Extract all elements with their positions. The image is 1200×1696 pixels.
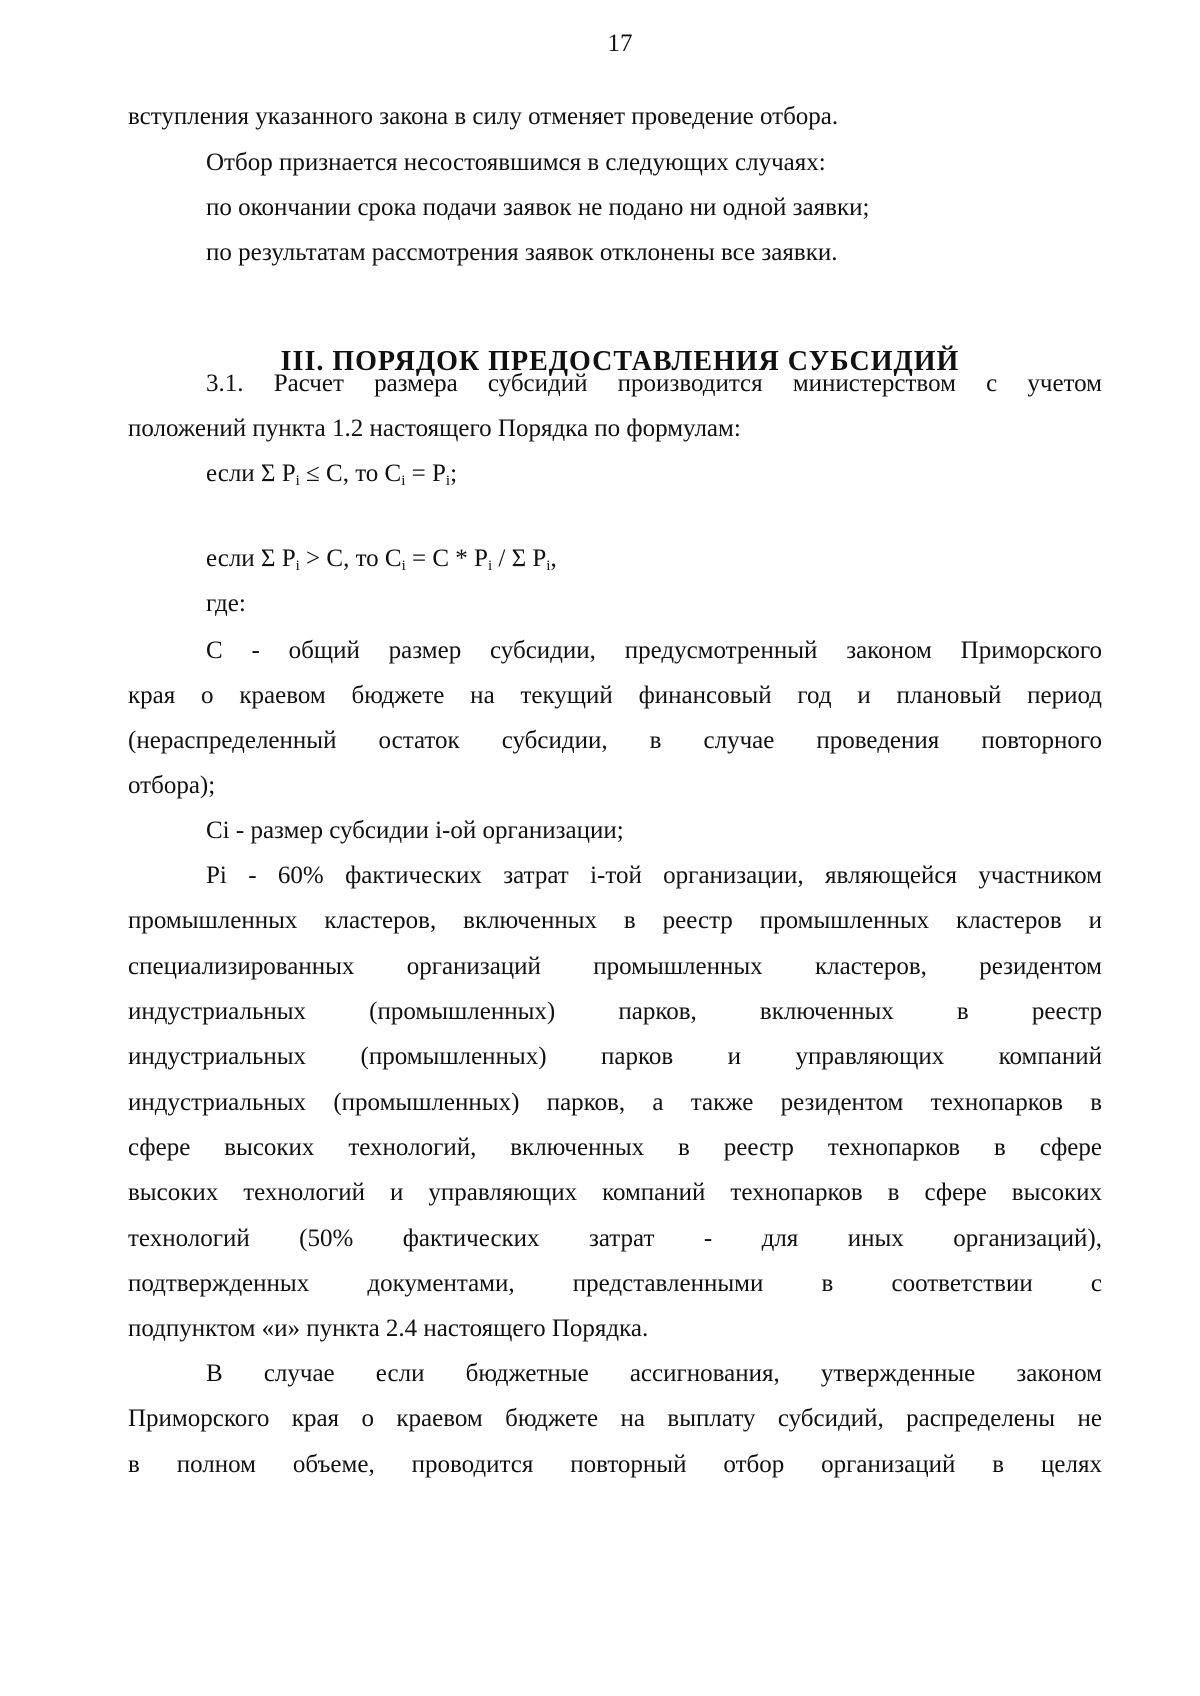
formula-line: если Σ $P_i \le С$, то $C_i = P_i$;	[206, 460, 458, 489]
text-line: сфере высоких технологий, включенных в реестр технопарков в сфере	[128, 1134, 1102, 1161]
text-line: отбора);	[128, 772, 216, 799]
text-line: Pi - 60% фактических затрат i-той организации, являющейся участником	[206, 862, 1102, 889]
text-line: вступления указанного закона в силу отменяет проведение отбора.	[128, 103, 839, 130]
text-line: Приморского края о краевом бюджете на выплату субсидий, распределены не	[128, 1405, 1102, 1432]
text-line: высоких технологий и управляющих компаний технопарков в сфере высоких	[128, 1179, 1102, 1206]
text-line: специализированных организаций промышленных кластеров, резидентом	[128, 953, 1102, 980]
text-line: 3.1. Расчет размера субсидий производится министерством с учетом	[206, 370, 1102, 397]
text-line: В случае если бюджетные ассигнования, утвержденные законом	[206, 1360, 1102, 1387]
page-number: 17	[607, 30, 633, 57]
text-line: подпунктом «и» пункта 2.4 настоящего Порядка.	[128, 1315, 649, 1342]
text-line: индустриальных (промышленных) парков, а также резидентом технопарков в	[128, 1089, 1102, 1116]
formula-line: если Σ $P_i > С$, то $C_i = С * P_i / \Sigma$ $P_i$,	[206, 545, 557, 574]
section-heading: III. ПОРЯДОК ПРЕДОСТАВЛЕНИЯ СУБСИДИЙ	[280, 346, 960, 377]
text-line: Отбор признается несостоявшимся в следующих случаях:	[206, 149, 826, 176]
text-line: по окончании срока подачи заявок не подано ни одной заявки;	[206, 194, 870, 221]
text-line: (нераспределенный остаток субсидии, в случае проведения повторного	[128, 727, 1102, 754]
text-line: промышленных кластеров, включенных в реестр промышленных кластеров и	[128, 907, 1102, 934]
text-line: Ci - размер субсидии i-ой организации;	[206, 817, 624, 844]
text-line: индустриальных (промышленных) парков, включенных в реестр	[128, 998, 1102, 1025]
text-line: технологий (50% фактических затрат - для иных организаций),	[128, 1225, 1102, 1252]
text-line: по результатам рассмотрения заявок отклонены все заявки.	[206, 239, 838, 266]
text-line: где:	[206, 590, 246, 617]
text-line: подтвержденных документами, представленными в соответствии с	[128, 1270, 1102, 1297]
text-line: в полном объеме, проводится повторный отбор организаций в целях	[128, 1451, 1102, 1478]
text-line: индустриальных (промышленных) парков и управляющих компаний	[128, 1043, 1102, 1070]
text-line: положений пункта 1.2 настоящего Порядка по формулам:	[128, 415, 741, 442]
text-line: С - общий размер субсидии, предусмотренный законом Приморского	[206, 637, 1102, 664]
text-line: края о краевом бюджете на текущий финансовый год и плановый период	[128, 682, 1102, 709]
